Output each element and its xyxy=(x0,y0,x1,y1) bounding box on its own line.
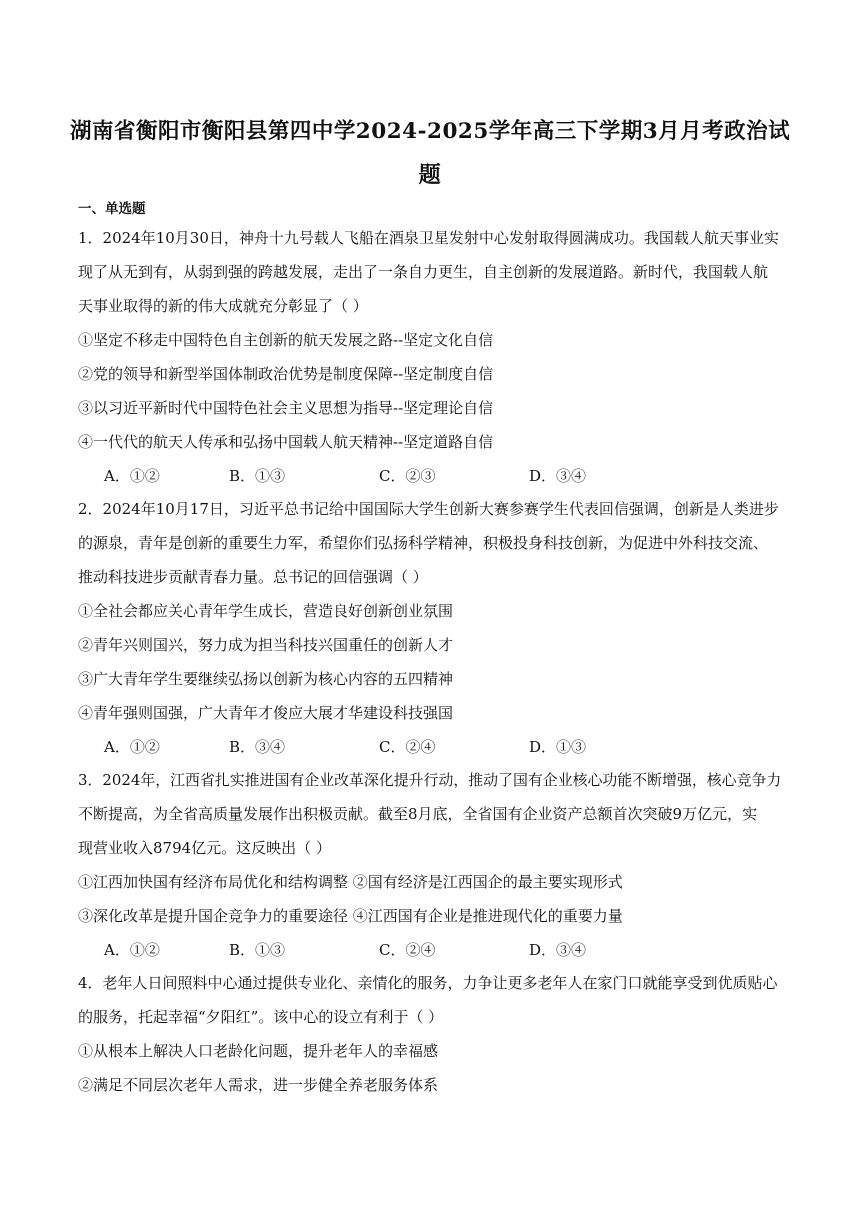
question-1-option-d: D．③④ xyxy=(529,467,587,485)
question-2-option-a: A．①② xyxy=(104,738,160,756)
document-title: 湖南省衡阳市衡阳县第四中学2024-2025学年高三下学期3月月考政治试 xyxy=(70,119,791,144)
question-2-option-d: D．①③ xyxy=(529,738,587,756)
question-1-option-b: B．①③ xyxy=(229,467,286,485)
question-3-option-a: A．①② xyxy=(104,941,160,959)
question-3-stem: 现营业收入8794亿元。这反映出（ ） xyxy=(78,839,331,857)
question-4-stem: 的服务，托起幸福“夕阳红”。该中心的设立有利于（ ） xyxy=(78,1008,444,1026)
question-3-stem: 不断提高，为全省高质量发展作出积极贡献。截至8月底，全省国有企业资产总额首次突破9万亿元，实 xyxy=(78,805,758,823)
question-2-stem: 的源泉，青年是创新的重要生力军，希望你们弘扬科学精神，积极投身科技创新，为促进中外科技交流、 xyxy=(78,534,769,552)
question-4-stem: 4．老年人日间照料中心通过提供专业化、亲情化的服务，力争让更多老年人在家门口就能享受到优质贴心 xyxy=(78,974,778,992)
question-1-item: ①坚定不移走中国特色自主创新的航天发展之路--坚定文化自信 xyxy=(78,331,494,349)
question-2-item: ①全社会都应关心青年学生成长，营造良好创新创业氛围 xyxy=(78,602,454,620)
question-2-stem: 2．2024年10月17日，习近平总书记给中国国际大学生创新大赛参赛学生代表回信强调，创新是人类进步 xyxy=(78,500,779,518)
question-4-item: ②满足不同层次老年人需求，进一步健全养老服务体系 xyxy=(78,1076,439,1094)
question-3-item: ③深化改革是提升国企竞争力的重要途径 ④江西国有企业是推进现代化的重要力量 xyxy=(78,907,623,925)
question-2-item: ③广大青年学生要继续弘扬以创新为核心内容的五四精神 xyxy=(78,670,454,688)
question-2-stem: 推动科技进步贡献青春力量。总书记的回信强调（ ） xyxy=(78,568,428,586)
question-1-stem: 天事业取得的新的伟大成就充分彰显了（ ） xyxy=(78,297,368,315)
document-title-continued: 题 xyxy=(418,162,442,188)
question-1-stem: 现了从无到有，从弱到强的跨越发展，走出了一条自力更生，自主创新的发展道路。新时代，我国载人航 xyxy=(78,263,769,281)
question-3-item: ①江西加快国有经济布局优化和结构调整 ②国有经济是江西国企的最主要实现形式 xyxy=(78,873,623,891)
question-2-item: ④青年强则国强，广大青年才俊应大展才华建设科技强国 xyxy=(78,704,454,722)
question-1-option-a: A．①② xyxy=(104,467,160,485)
question-1-item: ④一代代的航天人传承和弘扬中国载人航天精神--坚定道路自信 xyxy=(78,433,494,451)
question-1-item: ③以习近平新时代中国特色社会主义思想为指导--坚定理论自信 xyxy=(78,399,494,417)
question-1-stem: 1．2024年10月30日，神舟十九号载人飞船在酒泉卫星发射中心发射取得圆满成功。我国载人航天事业实 xyxy=(78,229,779,247)
section-heading: 一、单选题 xyxy=(78,201,146,217)
question-4-item: ①从根本上解决人口老龄化问题，提升老年人的幸福感 xyxy=(78,1042,439,1060)
question-1-option-c: C．②③ xyxy=(379,467,436,485)
question-2-option-c: C．②④ xyxy=(379,738,436,756)
question-3-option-b: B．①③ xyxy=(229,941,286,959)
question-2-item: ②青年兴则国兴，努力成为担当科技兴国重任的创新人才 xyxy=(78,636,454,654)
question-2-option-b: B．③④ xyxy=(229,738,286,756)
question-1-item: ②党的领导和新型举国体制政治优势是制度保障--坚定制度自信 xyxy=(78,365,494,383)
question-3-option-d: D．③④ xyxy=(529,941,587,959)
question-3-stem: 3．2024年，江西省扎实推进国有企业改革深化提升行动，推动了国有企业核心功能不断增强，核心竞争力 xyxy=(78,771,782,789)
question-3-option-c: C．②④ xyxy=(379,941,436,959)
